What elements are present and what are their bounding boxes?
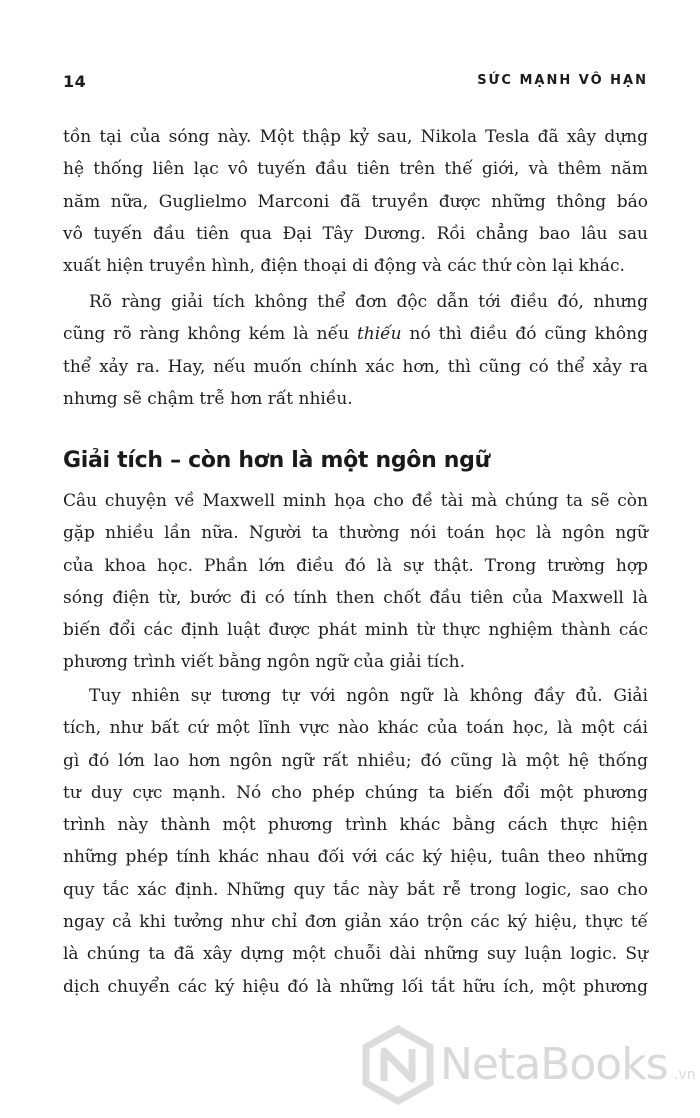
text-line: ngay cả khi tưởng như chỉ đơn giản xáo trộn các ký hiệu, thực tế bbox=[63, 912, 648, 933]
emphasized-word: thiếu bbox=[356, 324, 402, 345]
text-line: Câu chuyện về Maxwell minh họa cho đề tài mà chúng ta sẽ còn bbox=[63, 491, 648, 511]
text-line: gặp nhiều lần nữa. Người ta thường nói toán học là ngôn ngữ bbox=[63, 523, 648, 544]
text-line: năm nữa, Guglielmo Marconi đã truyền được những thông báo bbox=[63, 191, 648, 212]
text-line: hệ thống liên lạc vô tuyến đầu tiên trên thế giới, và thêm năm bbox=[63, 159, 648, 180]
netabooks-watermark bbox=[362, 1025, 696, 1105]
text-line: thể xảy ra. Hay, nếu muốn chính xác hơn, thì cũng có thể xảy ra bbox=[63, 356, 648, 377]
page-number: 14 bbox=[63, 72, 87, 91]
text-line bbox=[63, 318, 648, 350]
text-line: tích, như bất cứ một lĩnh vực nào khác của toán học, là một cái bbox=[63, 718, 648, 739]
section-heading: Giải tích – còn hơn là một ngôn ngữ bbox=[63, 448, 490, 473]
text-run: nó thì điều đó cũng không bbox=[401, 324, 648, 345]
paragraph-2 bbox=[63, 286, 648, 415]
text-line: những phép tính khác nhau đối với các ký hiệu, tuân theo những bbox=[63, 847, 648, 868]
text-line: Tuy nhiên sự tương tự với ngôn ngữ là không đầy đủ. Giải bbox=[89, 686, 648, 706]
text-line: xuất hiện truyền hình, điện thoại di động và các thứ còn lại khác. bbox=[63, 256, 625, 277]
paragraph-1 bbox=[63, 121, 648, 282]
text-line: là chúng ta đã xây dựng một chuỗi dài những suy luận logic. Sự bbox=[63, 944, 648, 965]
running-title: SỨC MẠNH VÔ HẠN bbox=[477, 73, 648, 88]
text-line: nhưng sẽ chậm trễ hơn rất nhiều. bbox=[63, 388, 353, 409]
text-line: tư duy cực mạnh. Nó cho phép chúng ta biến đổi một phương bbox=[63, 782, 648, 803]
text-line: phương trình viết bằng ngôn ngữ của giải tích. bbox=[63, 652, 465, 673]
text-line: của khoa học. Phần lớn điều đó là sự thật. Trong trường hợp bbox=[63, 555, 648, 576]
text-line: dịch chuyển các ký hiệu đó là những lối tắt hữu ích, một phương bbox=[63, 976, 648, 997]
text-run: cũng rõ ràng không kém là nếu bbox=[63, 324, 357, 345]
netabooks-logo-icon bbox=[362, 1025, 434, 1105]
text-line: trình này thành một phương trình khác bằng cách thực hiện bbox=[63, 815, 648, 836]
page-header bbox=[63, 72, 648, 98]
text-line: sóng điện từ, bước đi có tính then chốt đầu tiên của Maxwell là bbox=[63, 587, 648, 608]
watermark-domain: .vn bbox=[674, 1067, 696, 1083]
paragraph-3 bbox=[63, 485, 648, 679]
text-line: gì đó lớn lao hơn ngôn ngữ rất nhiều; đó cũng là một hệ thống bbox=[63, 750, 648, 771]
text-line: tồn tại của sóng này. Một thập kỷ sau, Nikola Tesla đã xây dựng bbox=[63, 127, 648, 147]
text-line: vô tuyến đầu tiên qua Đại Tây Dương. Rồi chẳng bao lâu sau bbox=[63, 223, 648, 244]
text-line: quy tắc xác định. Những quy tắc này bắt rễ trong logic, sao cho bbox=[63, 879, 648, 900]
text-line: biến đổi các định luật được phát minh từ thực nghiệm thành các bbox=[63, 620, 648, 641]
watermark-brand: NetaBooks bbox=[440, 1039, 668, 1090]
text-line: Rõ ràng giải tích không thể đơn độc dẫn tới điều đó, nhưng bbox=[89, 292, 648, 312]
paragraph-4 bbox=[63, 680, 648, 1003]
